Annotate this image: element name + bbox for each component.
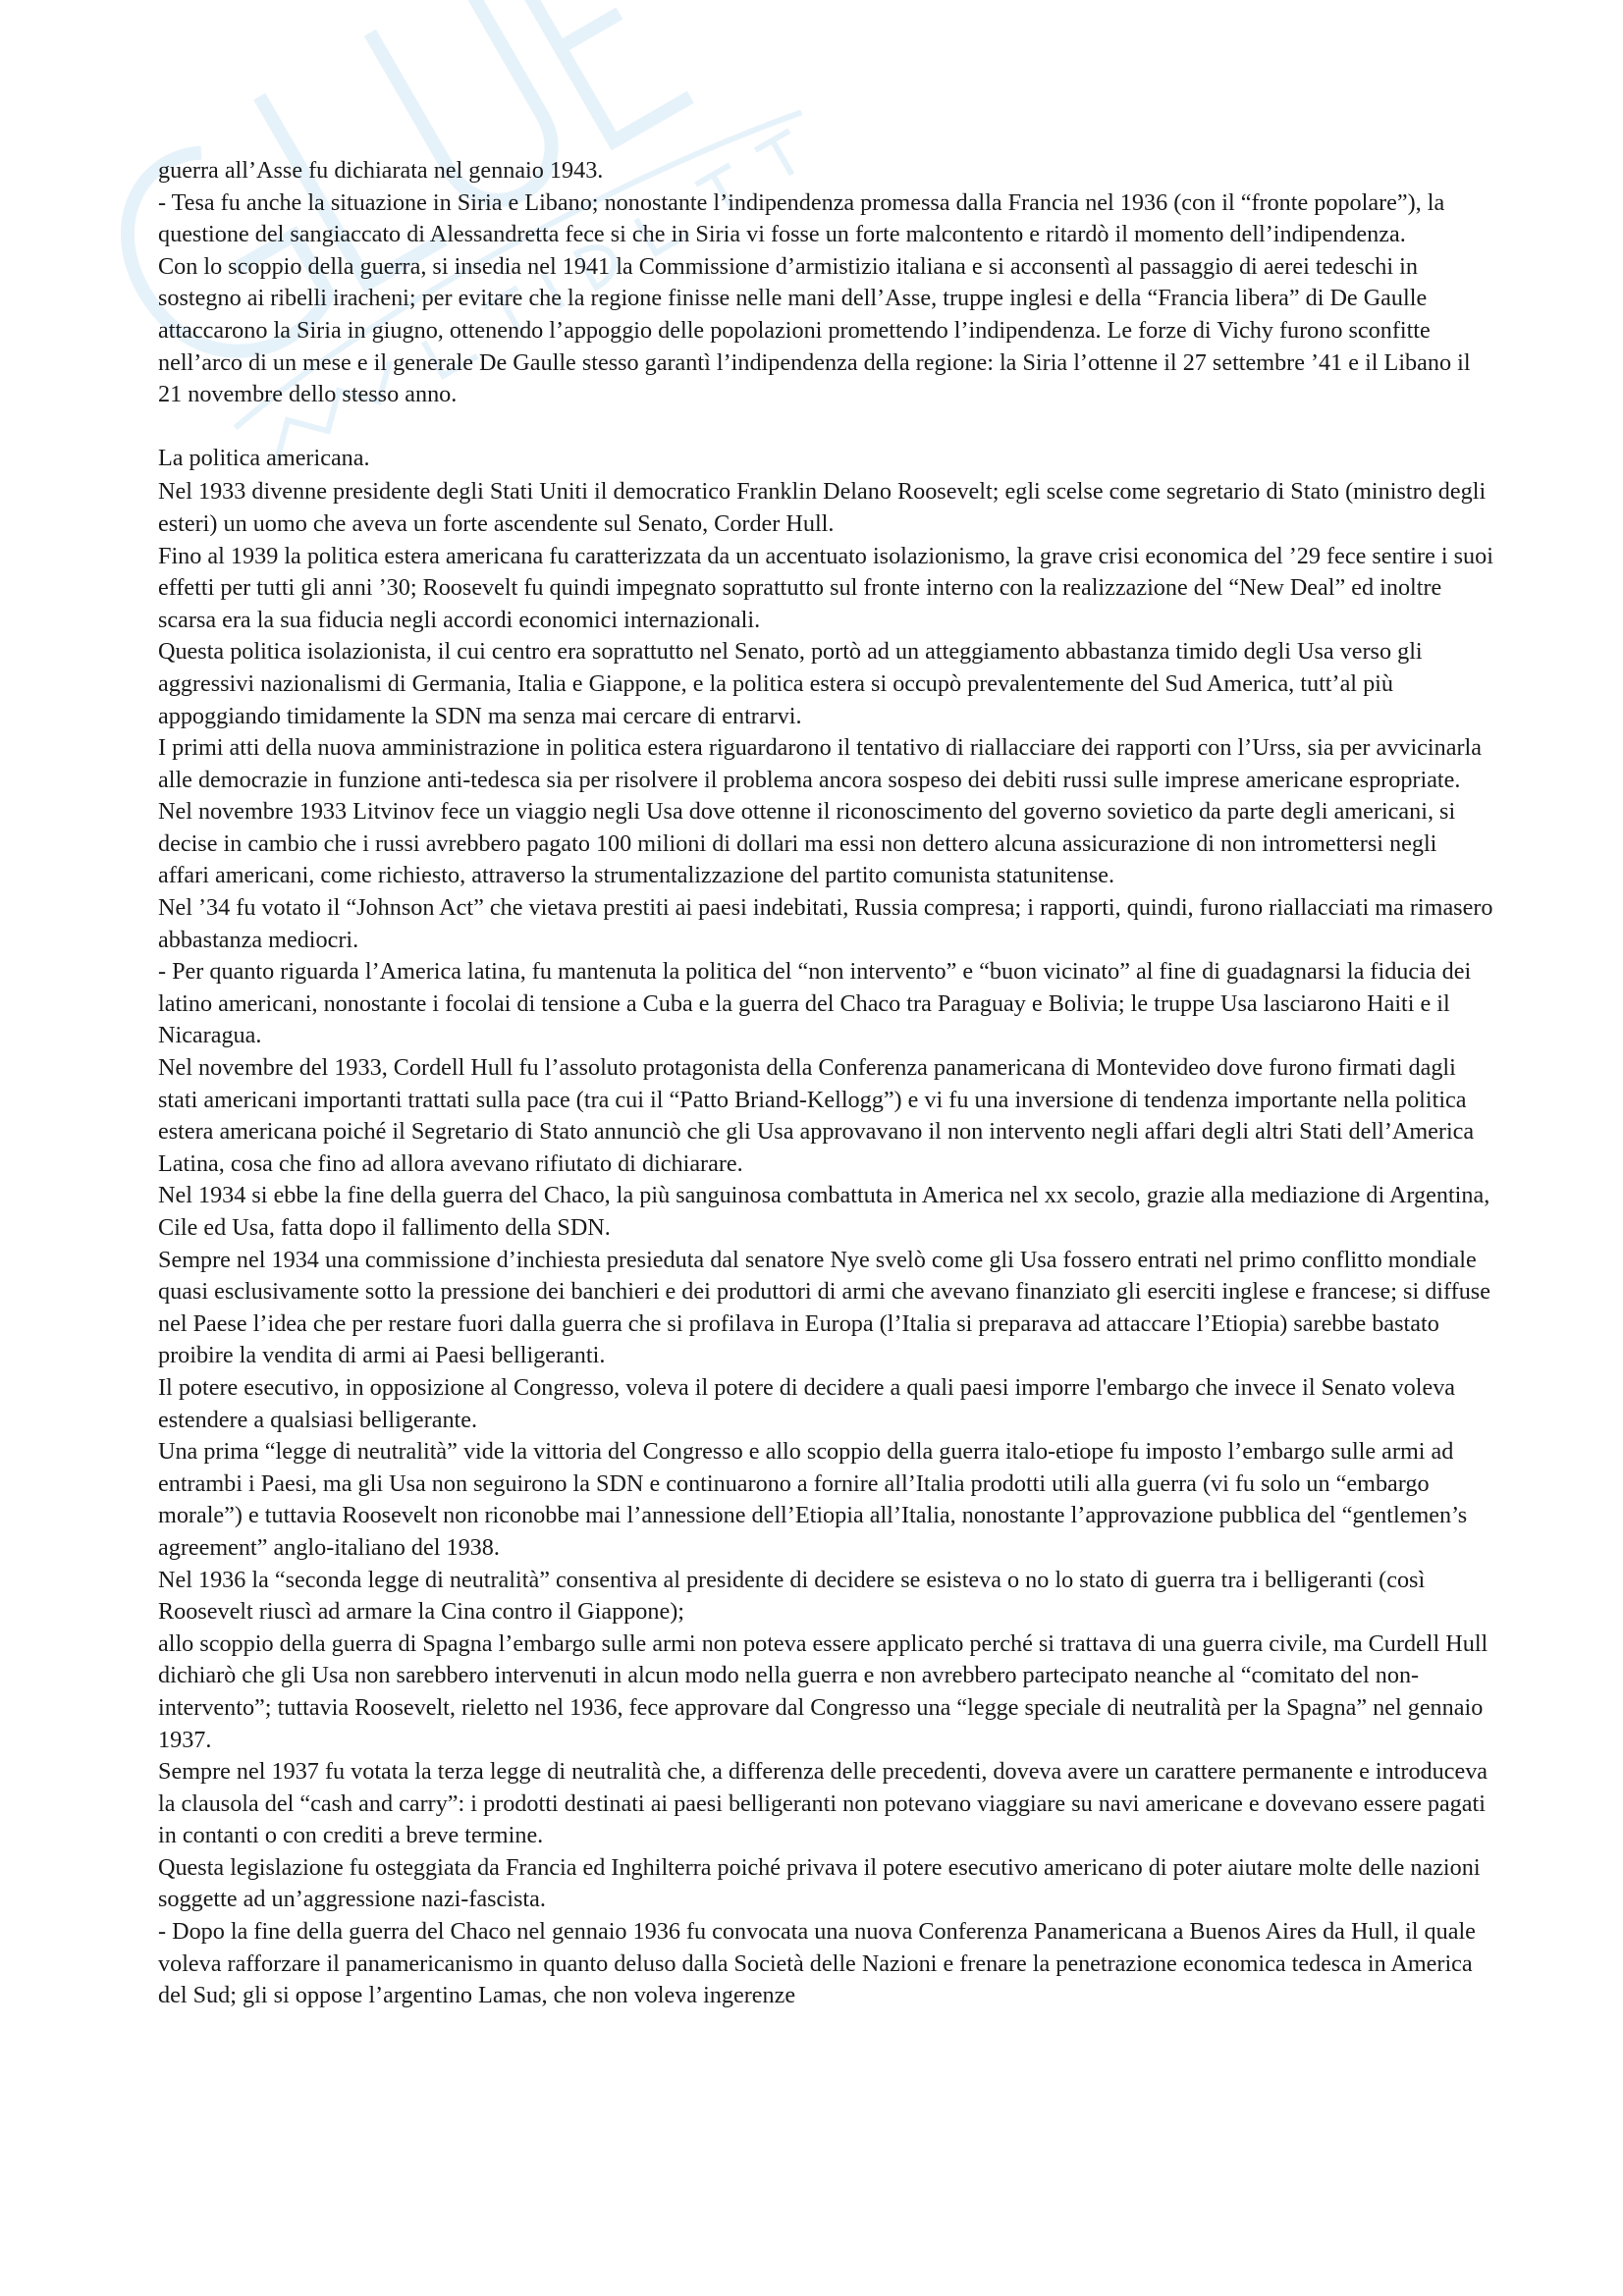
paragraph: - Tesa fu anche la situazione in Siria e Libano; nonostante l’indipendenza promessa dalla Francia nel 1936 (con il “fronte popolare”), la questione del sangiaccato di Alessandretta fece si che in Siria vi fosse un forte malcontento e ritardò il momento dell’indipendenza. xyxy=(158,188,1445,248)
paragraph-spacer xyxy=(158,411,1493,443)
paragraph: - Per quanto riguarda l’America latina, fu mantenuta la politica del “non intervento” e “buon vicinato” al fine di guadagnarsi la fiducia dei latino americani, nonostante i focolai di tensione a Cuba e la guerra del Chaco tra Paraguay e Bolivia; le truppe Usa lasciarono Haiti e il Nicaragua. xyxy=(158,958,1472,1049)
paragraph: Nel 1936 la “seconda legge di neutralità” consentiva al presidente di decidere se esisteva o no lo stato di guerra tra i belligeranti (così Roosevelt riuscì ad armare la Cina contro il Giappone); xyxy=(158,1566,1426,1626)
paragraph: Sempre nel 1934 una commissione d’inchiesta presieduta dal senatore Nye svelò come gli Usa fossero entrati nel primo conflitto mondiale quasi esclusivamente sotto la pressione dei banchieri e dei produttori di armi che avevano finanziato gli eserciti inglese e francese; si diffuse nel Paese l’idea che per restare fuori dalla guerra che si profilava in Europa (l’Italia si preparava ad attaccare l’Etiopia) sarebbe bastato proibire la vendita di armi ai Paesi belligeranti. xyxy=(158,1246,1490,1369)
paragraph: Nel novembre 1933 Litvinov fece un viaggio negli Usa dove ottenne il riconoscimento del governo sovietico da parte degli americani, si decise in cambio che i russi avrebbero pagato 100 milioni di dollari ma essi non dettero alcuna assicurazione di non intromettersi negli affari americani, come richiesto, attraverso la strumentalizzazione del partito comunista statunitense. xyxy=(158,798,1456,889)
paragraph: Nel 1933 divenne presidente degli Stati Uniti il democratico Franklin Delano Roosevelt; egli scelse come segretario di Stato (ministro degli esteri) un uomo che aveva un forte ascendente sul Senato, Corder Hull. xyxy=(158,478,1487,537)
paragraph: Nel ’34 fu votato il “Johnson Act” che vietava prestiti ai paesi indebitati, Russia compresa; i rapporti, quindi, furono riallacciati ma rimasero abbastanza mediocri. xyxy=(158,894,1493,953)
paragraph: allo scoppio della guerra di Spagna l’embargo sulle armi non poteva essere applicato perché si trattava di una guerra civile, ma Curdell Hull dichiarò che gli Usa non sarebbero intervenuti in alcun modo nella guerra e non avrebbero partecipato neanche al “comitato del non-intervento”; tuttavia Roosevelt, rieletto nel 1936, fece approvare dal Congresso una “legge speciale di neutralità per la Spagna” nel gennaio 1937. xyxy=(158,1629,1488,1753)
paragraph: Nel novembre del 1933, Cordell Hull fu l’assoluto protagonista della Conferenza panamericana di Montevideo dove furono firmati dagli stati americani importanti trattati sulla pace (tra cui il “Patto Briand-Kellogg”) e vi fu una inversione di tendenza importante nella politica estera americana poiché il Segretario di Stato annunciò che gli Usa approvavano il non intervento negli affari degli altri Stati dell’America Latina, cosa che fino ad allora avevano rifiutato di dichiarare. xyxy=(158,1054,1475,1177)
section-heading: La politica americana. xyxy=(158,444,370,471)
paragraph: Nel 1934 si ebbe la fine della guerra del Chaco, la più sanguinosa combattuta in America nel xx secolo, grazie alla mediazione di Argentina, Cile ed Usa, fatta dopo il fallimento della SDN. xyxy=(158,1182,1490,1241)
paragraph: - Dopo la fine della guerra del Chaco nel gennaio 1936 fu convocata una nuova Conferenza Panamericana a Buenos Aires da Hull, il quale voleva rafforzare il panamericanismo in quanto deluso dalla Società delle Nazioni e frenare la penetrazione economica tedesca in America del Sud; gli si oppose l’argentino Lamas, che non voleva ingerenze xyxy=(158,1918,1476,2009)
paragraph: Fino al 1939 la politica estera americana fu caratterizzata da un accentuato isolazionismo, la grave crisi economica del ’29 fece sentire i suoi effetti per tutti gli anni ’30; Roosevelt fu quindi impegnato soprattutto sul fronte interno con la realizzazione del “New Deal” ed inoltre scarsa era la sua fiducia negli accordi economici internazionali. xyxy=(158,542,1493,633)
paragraph: Questa politica isolazionista, il cui centro era soprattutto nel Senato, portò ad un atteggiamento abbastanza timido degli Usa verso gli aggressivi nazionalismi di Germania, Italia e Giappone, e la politica estera si occupò prevalentemente del Sud America, tutt’al più appoggiando timidamente la SDN ma senza mai cercare di entrarvi. xyxy=(158,638,1423,729)
paragraph: Questa legislazione fu osteggiata da Francia ed Inghilterra poiché privava il potere esecutivo americano di poter aiutare molte delle nazioni soggette ad un’aggressione nazi-fascista. xyxy=(158,1853,1481,1913)
paragraph: Sempre nel 1937 fu votata la terza legge di neutralità che, a differenza delle precedenti, doveva avere un carattere permanente e introduceva la clausola del “cash and carry”: i prodotti destinati ai paesi belligeranti non potevano viaggiare su navi americane e dovevano essere pagati in contanti o con crediti a breve termine. xyxy=(158,1758,1488,1849)
paragraph: I primi atti della nuova amministrazione in politica estera riguardarono il tentativo di riallacciare dei rapporti con l’Urss, sia per avvicinarla alle democrazie in funzione anti-tedesca sia per risolvere il problema ancora sospeso dei debiti russi sulle imprese americane espropriate. xyxy=(158,734,1482,793)
paragraph: Il potere esecutivo, in opposizione al Congresso, voleva il potere di decidere a quali paesi imporre l'embargo che invece il Senato voleva estendere a qualsiasi belligerante. xyxy=(158,1373,1456,1433)
paragraph: guerra all’Asse fu dichiarata nel gennaio 1943. xyxy=(158,157,604,184)
paragraph: Una prima “legge di neutralità” vide la vittoria del Congresso e allo scoppio della guerra italo-etiope fu imposto l’embargo sulle armi ad entrambi i Paesi, ma gli Usa non seguirono la SDN e continuarono a fornire all’Italia prodotti utili alla guerra (vi fu solo un “embargo morale”) e tuttavia Roosevelt non riconobbe mai l’annessione dell’Etiopia all’Italia, nonostante l’approvazione pubblica del “gentlemen’s agreement” anglo-italiano del 1938. xyxy=(158,1438,1468,1561)
paragraph: Con lo scoppio della guerra, si insedia nel 1941 la Commissione d’armistizio italiana e si acconsentì al passaggio di aerei tedeschi in sostegno ai ribelli iracheni; per evitare che la regione finisse nelle mani dell’Asse, truppe inglesi e della “Francia libera” di De Gaulle attaccarono la Siria in giugno, ottenendo l’appoggio delle popolazioni promettendo l’indipendenza. Le forze di Vichy furono sconfitte nell’arco di un mese e il generale De Gaulle stesso garantì l’indipendenza della regione: la Siria l’ottenne il 27 settembre ’41 e il Libano il 21 novembre dello stesso anno. xyxy=(158,252,1471,408)
document-body xyxy=(158,155,1493,2012)
